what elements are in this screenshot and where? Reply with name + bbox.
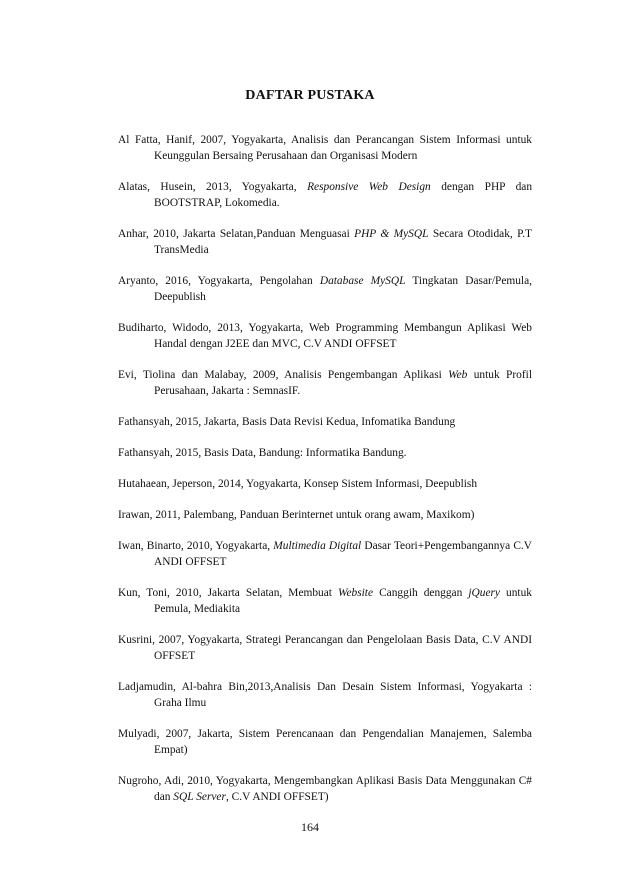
reference-text: Hutahaean, Jeperson, 2014, Yogyakarta, Konsep Sistem Informasi, Deepublish xyxy=(118,478,478,490)
reference-text: Ladjamudin, Al-bahra Bin,2013,Analisis Dan Desain Sistem Informasi, Yogyakarta : Graha Ilmu xyxy=(118,681,532,709)
reference-entry xyxy=(118,273,532,305)
reference-italic-text: Database MySQL xyxy=(319,275,406,287)
reference-italic-text: SQL Server xyxy=(173,791,226,803)
reference-entry xyxy=(118,367,532,399)
reference-italic-text: Responsive Web Design xyxy=(307,181,431,193)
reference-entry xyxy=(118,179,532,211)
reference-text: Kun, Toni, 2010, Jakarta Selatan, Membuat xyxy=(118,587,339,599)
reference-text: Secara Otodidak, P.T TransMedia xyxy=(154,228,533,256)
reference-entry xyxy=(118,132,532,164)
reference-text: Aryanto, 2016, Yogyakarta, Pengolahan xyxy=(118,275,320,287)
reference-entry xyxy=(118,320,532,352)
reference-text: dengan PHP dan BOOTSTRAP, Lokomedia. xyxy=(154,181,533,209)
reference-text: Budiharto, Widodo, 2013, Yogyakarta, Web Programming Membangun Aplikasi Web Handal dengan J2EE dan MVC, C.V ANDI OFFSET xyxy=(118,322,532,350)
reference-text: Nugroho, Adi, 2010, Yogyakarta, Mengembangkan Aplikasi Basis Data Menggunakan C# dan xyxy=(118,775,532,803)
reference-text: Fathansyah, 2015, Jakarta, Basis Data Revisi Kedua, Infomatika Bandung xyxy=(118,416,456,428)
reference-text: Al Fatta, Hanif, 2007, Yogyakarta, Analisis dan Perancangan Sistem Informasi untuk Keunggulan Bersaing Perusahaan dan Organisasi Modern xyxy=(118,134,532,162)
reference-italic-text: Web xyxy=(448,369,468,381)
reference-entry xyxy=(118,585,532,617)
reference-italic-text: PHP & MySQL xyxy=(354,228,429,240)
reference-entry xyxy=(118,507,532,523)
reference-entry xyxy=(118,226,532,258)
reference-text: Irawan, 2011, Palembang, Panduan Berinternet untuk orang awam, Maxikom) xyxy=(118,509,475,521)
reference-italic-text: Website xyxy=(338,587,374,599)
reference-text: untuk Profil Perusahaan, Jakarta : SemnasIF. xyxy=(154,369,532,397)
reference-italic-text: jQuery xyxy=(468,587,500,599)
reference-text: Kusrini, 2007, Yogyakarta, Strategi Perancangan dan Pengelolaan Basis Data, C.V ANDI OFFSET xyxy=(118,634,532,662)
reference-entry xyxy=(118,538,532,570)
reference-text: untuk Pemula, Mediakita xyxy=(154,587,532,615)
reference-italic-text: Multimedia Digital xyxy=(273,540,362,552)
reference-entry xyxy=(118,476,532,492)
reference-text: , C.V ANDI OFFSET) xyxy=(225,791,329,803)
reference-text: Canggih denggan xyxy=(373,587,469,599)
reference-text: Anhar, 2010, Jakarta Selatan,Panduan Menguasai xyxy=(118,228,355,240)
reference-entry xyxy=(118,679,532,711)
reference-list xyxy=(118,132,532,820)
reference-entry xyxy=(118,632,532,664)
reference-text: Fathansyah, 2015, Basis Data, Bandung: Informatika Bandung. xyxy=(118,447,407,459)
reference-entry xyxy=(118,773,532,805)
page-title: DAFTAR PUSTAKA xyxy=(245,88,375,103)
reference-entry xyxy=(118,445,532,461)
reference-text: Iwan, Binarto, 2010, Yogyakarta, xyxy=(118,540,274,552)
reference-entry xyxy=(118,726,532,758)
reference-entry xyxy=(118,414,532,430)
reference-text: Evi, Tiolina dan Malabay, 2009, Analisis Pengembangan Aplikasi xyxy=(118,369,449,381)
page-number: 164 xyxy=(301,820,319,834)
reference-text: Mulyadi, 2007, Jakarta, Sistem Perencanaan dan Pengendalian Manajemen, Salemba Empat) xyxy=(118,728,532,756)
reference-text: Tingkatan Dasar/Pemula, Deepublish xyxy=(154,275,532,303)
reference-text: Dasar Teori+Pengembangannya C.V ANDI OFFSET xyxy=(154,540,532,568)
reference-text: Alatas, Husein, 2013, Yogyakarta, xyxy=(118,181,308,193)
